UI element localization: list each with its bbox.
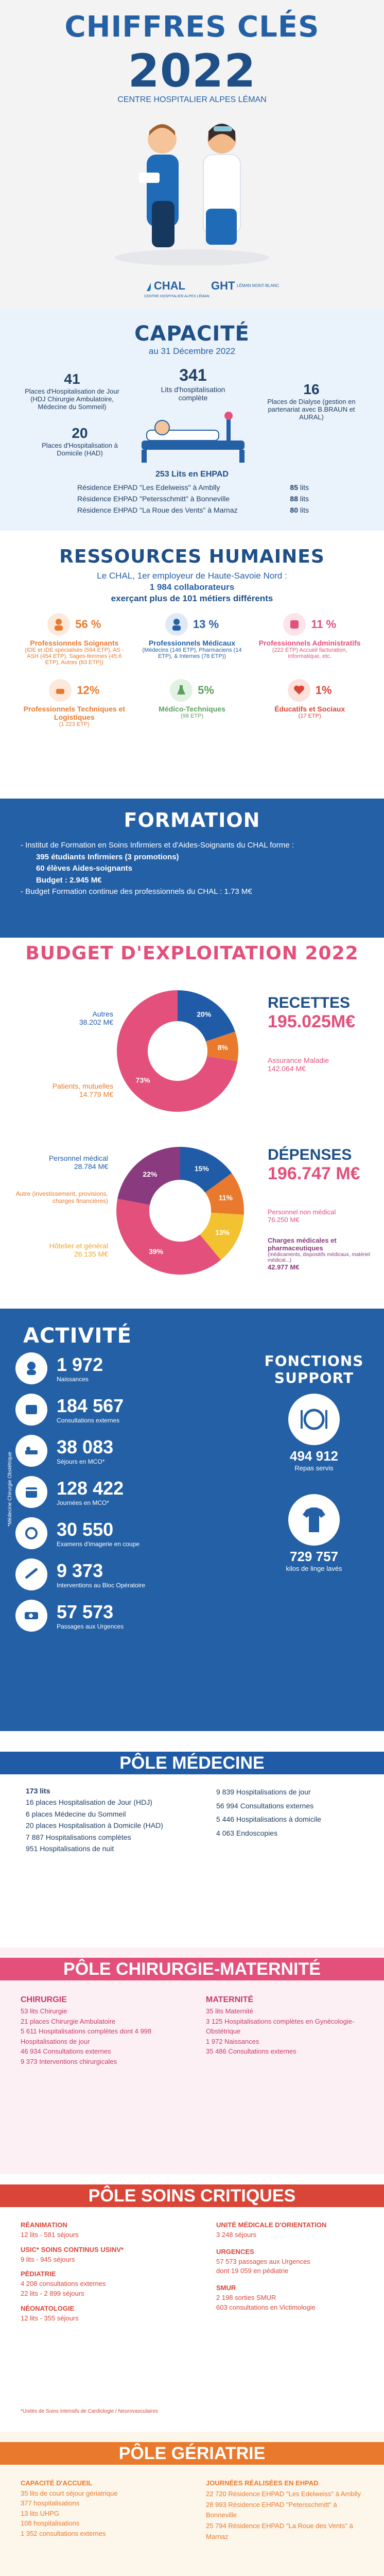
soins-block-line: 3 248 séjours: [216, 2230, 257, 2239]
social-icon: [288, 679, 310, 702]
recettes-autres: [31, 1010, 113, 1026]
formation-section: [0, 799, 384, 938]
hr-item: [256, 613, 363, 666]
soins-block: [216, 2221, 365, 2240]
chal-logo-text: CHAL: [153, 279, 185, 292]
ehpad-list: [77, 483, 309, 514]
geriatrie-right-line: 25 794 Résidence EHPAD "La Roue des Vents" à Marnaz: [206, 2522, 353, 2540]
doctor-icon: [165, 613, 188, 636]
header-section: [0, 0, 384, 309]
hr-item-percent: 56 %: [75, 618, 101, 631]
activity-stat-label: Journées en MCO*: [57, 1499, 110, 1506]
formation-line: - Budget Formation continue des professionnels du CHAL : 1.73 M€: [21, 887, 252, 896]
geriatrie-right-line: 22 720 Résidence EHPAD "Les Edelweiss" à Amblly: [206, 2489, 361, 2498]
hr-item-label: Professionnels Médicaux: [148, 639, 236, 647]
formation-line: 395 étudiants Infirmiers (3 promotions): [36, 852, 179, 861]
activity-title: ACTIVITÉ: [23, 1324, 132, 1348]
depenses-label-box: [268, 1146, 376, 1184]
ehpad-value: 85: [290, 483, 298, 492]
recettes-pie-slice-label: 73%: [135, 1076, 150, 1084]
recettes-slice-label: Assurance Maladie: [268, 1056, 329, 1064]
capacity-section: [0, 309, 384, 531]
title-line1: CHIFFRES CLÉS: [64, 10, 320, 44]
geriatrie-section: [0, 2432, 384, 2576]
bed-illustration: [131, 410, 255, 466]
chirurgie-title-bar: [0, 1958, 384, 1980]
hr-item-detail: (17 ETP): [298, 713, 321, 719]
depenses-personnel-non-medical: [268, 1208, 371, 1224]
activity-stat-value: 9 373: [57, 1560, 103, 1581]
recettes-pie-slice-label: 20%: [197, 1010, 212, 1019]
recettes-patients: [15, 1082, 113, 1098]
chirurgie-right-line: 35 lits Maternité: [206, 2007, 253, 2015]
soins-footnote: *Unités de Soins Intensifs de Cardiologie / Neurovasculaires: [21, 2409, 158, 2414]
soins-section: [0, 2174, 384, 2432]
ehpad-total: 253 Lits en EHPAD: [155, 470, 229, 479]
activity-stat: [15, 1517, 232, 1549]
depenses-pie-slice-label: 39%: [149, 1247, 164, 1256]
hr-title: RESSOURCES HUMAINES: [59, 546, 325, 567]
depenses-hotelier: [15, 1242, 108, 1258]
activity-stat-value: 128 422: [57, 1478, 124, 1499]
geriatrie-title: PÔLE GÉRIATRIE: [118, 2443, 266, 2463]
medecine-left: [26, 1785, 190, 1854]
ehpad-value: 80: [290, 506, 298, 514]
activity-footnote: *Médecine Chirurgie Obstétrique: [7, 1451, 13, 1527]
lab-icon: [170, 679, 193, 702]
soins-block: [216, 2283, 365, 2313]
consultation-icon: [15, 1394, 47, 1426]
activity-section: [0, 1309, 384, 1731]
chal-logo: [144, 276, 185, 296]
capacity-had-value: 20: [72, 425, 88, 441]
soins-block: [21, 2221, 185, 2240]
activity-stat-label: Interventions au Bloc Opératoire: [57, 1582, 146, 1589]
soins-block: [216, 2247, 365, 2277]
medecine-title: PÔLE MÉDECINE: [119, 1753, 265, 1773]
soins-block: [21, 2269, 185, 2299]
subtitle: CENTRE HOSPITALIER ALPES LÉMAN: [117, 95, 267, 104]
hr-item-label: Professionnels Techniques et Logistiques: [23, 705, 125, 721]
capacity-day-label: Places d'Hospitalisation de Jour (HDJ Chirurgie Ambulatoire, Médecine du Sommeil): [25, 387, 119, 411]
depenses-slice-value: 28.784 M€: [74, 1162, 108, 1171]
soins-block-line: 12 lits - 581 séjours: [21, 2230, 79, 2239]
recettes-slice-value: 38.202 M€: [79, 1018, 113, 1026]
medecine-left-line: 951 Hospitalisations de nuit: [26, 1844, 114, 1853]
activity-stat-value: 38 083: [57, 1436, 114, 1458]
medecine-title-bar: [0, 1752, 384, 1774]
budget-section: [0, 938, 384, 1309]
soins-right: [216, 2221, 365, 2313]
chirurgie-title: PÔLE CHIRURGIE-MATERNITÉ: [63, 1959, 321, 1979]
depenses-pie-slice-label: 22%: [143, 1170, 158, 1179]
activity-stat-value: 30 550: [57, 1519, 114, 1540]
nurse-icon: [47, 613, 70, 636]
soins-block-title: SMUR: [216, 2284, 236, 2292]
chal-logo-icon: [144, 278, 151, 294]
depenses-slice-label: Autre (investissement, provisions, charges financières): [15, 1190, 108, 1205]
recettes-slice-value: 142.064 M€: [268, 1064, 306, 1073]
recettes-pie-chart: [111, 984, 245, 1118]
ehpad-row: [77, 483, 309, 492]
geriatrie-left-title: CAPACITÉ D'ACCUEIL: [21, 2479, 93, 2487]
activity-stat-label: Séjours en MCO*: [57, 1458, 105, 1465]
chirurgie-right: [206, 1994, 365, 2057]
soins-block-line: 2 198 sorties SMUR: [216, 2294, 276, 2302]
medecine-left-line: 16 places Hospitalisation de Jour (HDJ): [26, 1798, 152, 1807]
hr-item: [21, 613, 128, 666]
shirt-icon: [288, 1494, 340, 1546]
recettes-value: 195.025M€: [268, 1012, 356, 1031]
activity-stat: [15, 1600, 232, 1632]
geriatrie-left-line: 35 lits de court séjour gériatrique: [21, 2489, 118, 2497]
hr-item-percent: 11 %: [311, 618, 337, 631]
formation-title: FORMATION: [124, 809, 260, 832]
chirurgie-left-line: 53 lits Chirurgie: [21, 2007, 67, 2015]
ehpad-value: 88: [290, 495, 298, 503]
baby-icon: [15, 1352, 47, 1384]
activity-stat-label: Passages aux Urgences: [57, 1623, 124, 1630]
medecine-left-line: 20 places Hospitalisation à Domicile (HAD): [26, 1821, 163, 1830]
depenses-pie-chart: [111, 1141, 250, 1280]
recettes-slice-label: Patients, mutuelles: [52, 1082, 113, 1090]
activity-stat: [15, 1558, 232, 1590]
geriatrie-right-title: JOURNÉES RÉALISÉES EN EHPAD: [206, 2479, 319, 2487]
chirurgie-left-line: 21 places Chirurgie Ambulatoire: [21, 2017, 116, 2025]
capacity-day-value: 41: [64, 371, 80, 387]
formation-line: 60 élèves Aides-soignants: [36, 864, 133, 873]
hr-item-label: Professionnels Soignants: [30, 639, 119, 647]
recettes-label-box: [268, 994, 376, 1032]
ght-logo-text: GHT: [211, 279, 235, 292]
depenses-slice-value: 76.250 M€: [268, 1216, 300, 1224]
capacity-had: [36, 425, 124, 457]
chirurgie-right-line: 1 972 Naissances: [206, 2037, 259, 2045]
soins-title-bar: [0, 2184, 384, 2207]
title-year: 2022: [128, 44, 256, 97]
depenses-slice-detail: (médicaments, dispositifs médicaux, matériel médical...): [268, 1252, 370, 1263]
hr-item-detail: (IDE et IDE spécialisés (594 ETP), AS - ASH (454 ETP), Sages-femmes (45.6 ETP), Autres (83 ETP)): [25, 647, 124, 666]
technician-icon: [49, 679, 72, 702]
recettes-assurance: [268, 1056, 365, 1073]
staff-illustration: [100, 111, 284, 265]
ehpad-row: [77, 495, 309, 503]
soins-block-title: PÉDIATRIE: [21, 2270, 56, 2278]
medecine-right-line: 9 839 Hospitalisations de jour: [216, 1788, 311, 1796]
soins-block-line: 57 573 passages aux Urgences: [216, 2257, 310, 2265]
soins-block-line: 12 lits - 355 séjours: [21, 2314, 79, 2322]
geriatrie-left-line: 377 hospitalisations: [21, 2499, 80, 2507]
medecine-section: [0, 1731, 384, 1947]
soins-block-title: RÉANIMATION: [21, 2221, 67, 2229]
hr-item-detail: (222 ETP) Accueil facturation, informatique, etc.: [272, 647, 347, 659]
activity-stat: [15, 1394, 232, 1426]
depenses-autre: [10, 1190, 108, 1205]
capacity-dialysis-label: Places de Dialyse (gestion en partenariat avec B.BRAUN et AURAL): [267, 398, 356, 421]
activity-stat-label: Naissances: [57, 1376, 89, 1383]
soins-block-line: dont 19 059 en pédiatrie: [216, 2267, 289, 2275]
admin-icon: [283, 613, 306, 636]
medecine-right-line: 5 446 Hospitalisations à domicile: [216, 1815, 321, 1824]
capacity-total-label: Lits d'hospitalisation complète: [161, 385, 225, 402]
support-stat-laundry: [275, 1494, 353, 1572]
hr-item: [256, 679, 363, 727]
support-stat-value: 494 912: [290, 1448, 338, 1464]
hr-line2: 1 984 collaborateurs: [149, 582, 235, 592]
support-stat-value: 729 757: [290, 1549, 338, 1564]
depenses-slice-label: Personnel non médical: [268, 1208, 336, 1216]
soins-block-line: 603 consultations en Victimologie: [216, 2303, 316, 2311]
depenses-pie-slice-label: 15%: [194, 1164, 209, 1173]
hr-grid-inner: [21, 613, 363, 727]
depenses-slice-label: Hôtelier et général: [49, 1242, 108, 1250]
geriatrie-left: [21, 2478, 185, 2538]
geriatrie-title-bar: [0, 2442, 384, 2465]
depenses-slice-label: Personnel médical: [48, 1154, 108, 1162]
hr-item: [138, 613, 246, 666]
plate-icon: [288, 1394, 340, 1445]
geriatrie-left-line: 1 352 consultations externes: [21, 2529, 106, 2537]
capacity-day: [21, 371, 124, 411]
ehpad-row: [77, 506, 309, 514]
depenses-charges: [268, 1236, 376, 1271]
calendar-icon: [15, 1476, 47, 1508]
hr-item-percent: 1%: [315, 684, 332, 697]
hr-line1: Le CHAL, 1er employeur de Haute-Savoie Nord :: [97, 571, 287, 581]
capacity-subtitle: au 31 Décembre 2022: [148, 346, 236, 356]
chirurgie-left-line: 5 611 Hospitalisations complètes dont 4 998 Hospitalisations de jour: [21, 2027, 152, 2045]
capacity-dialysis-value: 16: [303, 381, 320, 397]
hr-item-percent: 5%: [198, 684, 214, 697]
soins-block: [21, 2304, 185, 2324]
soins-block-title: URGENCES: [216, 2247, 254, 2256]
support-title: FONCTIONS SUPPORT: [264, 1352, 364, 1386]
budget-title: BUDGET D'EXPLOITATION 2022: [25, 943, 359, 964]
depenses-pie-slice-label: 13%: [215, 1228, 230, 1236]
ehpad-unit: lits: [300, 495, 309, 503]
activity-stat: [15, 1435, 232, 1467]
hr-item-detail: (98 ETP): [180, 713, 203, 719]
ehpad-name: Résidence EHPAD "Petersschmitt" à Bonneville: [77, 495, 230, 503]
soins-block-line: 22 lits - 2 899 séjours: [21, 2290, 84, 2298]
formation-lines: [21, 840, 363, 898]
activity-stat: [15, 1352, 232, 1384]
geriatrie-left-line: 108 hospitalisations: [21, 2519, 80, 2527]
medecine-left-line: 7 887 Hospitalisations complètes: [26, 1833, 131, 1841]
capacity-total-value: 341: [179, 366, 207, 384]
depenses-slice-value: 26.135 M€: [74, 1250, 108, 1258]
recettes-slice-label: Autres: [92, 1010, 113, 1018]
recettes-slice-value: 14.779 M€: [79, 1090, 113, 1098]
ehpad-unit: lits: [300, 483, 309, 492]
activity-left-stats: [15, 1352, 232, 1632]
soins-title: PÔLE SOINS CRITIQUES: [88, 2185, 296, 2206]
depenses-slice-value: 42.977 M€: [268, 1263, 300, 1271]
chirurgie-right-title: MATERNITÉ: [206, 1995, 254, 2004]
surgery-icon: [15, 1558, 47, 1590]
hr-item-label: Professionnels Administratifs: [258, 639, 361, 647]
hr-item-percent: 12%: [77, 684, 100, 697]
depenses-personnel-medical: [15, 1154, 108, 1171]
soins-block-title: UNITÉ MÉDICALE D'ORIENTATION: [216, 2221, 327, 2229]
chirurgie-left-line: 9 373 Interventions chirurgicales: [21, 2057, 117, 2065]
depenses-pie-slice-label: 11%: [218, 1193, 233, 1202]
chirurgie-section: [0, 1947, 384, 2174]
ambulance-icon: [15, 1600, 47, 1632]
recettes-pie-slice-label: 8%: [217, 1043, 228, 1052]
hr-item: [138, 679, 246, 727]
chirurgie-right-line: 3 125 Hospitalisations complètes en Gynécologie-Obstétrique: [206, 2017, 355, 2035]
depenses-label: DÉPENSES: [268, 1146, 352, 1163]
chirurgie-left: [21, 1994, 185, 2066]
ehpad-unit: lits: [300, 506, 309, 514]
hr-grid: [21, 613, 363, 727]
medecine-left-line: 6 places Médecine du Sommeil: [26, 1809, 126, 1818]
medecine-right-line: 56 994 Consultations externes: [216, 1801, 314, 1810]
hr-section: [0, 531, 384, 799]
activity-stat-value: 184 567: [57, 1395, 124, 1416]
chirurgie-right-line: 35 486 Consultations externes: [206, 2047, 296, 2055]
formation-line: - Institut de Formation en Soins Infirmiers et d'Aides-Soignants du CHAL forme :: [21, 841, 294, 850]
support-stat-label: kilos de linge lavés: [286, 1565, 342, 1572]
ght-logo-subtext: LÉMAN MONT-BLANC: [237, 283, 280, 288]
activity-stat-label: Consultations externes: [57, 1417, 120, 1424]
scanner-icon: [15, 1517, 47, 1549]
medecine-right-line: 4 063 Endoscopies: [216, 1828, 278, 1837]
support-stat-meals: [275, 1394, 353, 1472]
formation-line: Budget : 2.945 M€: [36, 875, 102, 885]
recettes-label: RECETTES: [268, 994, 351, 1011]
hr-item-percent: 13 %: [193, 618, 219, 631]
hr-item: [21, 679, 128, 727]
soins-block-title: NÉONATOLOGIE: [21, 2304, 75, 2312]
ehpad-name: Résidence EHPAD "Les Edelweiss" à Amblly: [77, 483, 220, 492]
depenses-value: 196.747 M€: [268, 1164, 360, 1183]
chal-logo-subtext: CENTRE HOSPITALIER ALPES LÉMAN: [144, 295, 210, 298]
capacity-had-label: Places d'Hospitalisation à Domicile (HAD): [42, 442, 118, 457]
soins-left: [21, 2221, 185, 2324]
soins-block-title: USIC* SOINS CONTINUS USINV*: [21, 2245, 124, 2253]
activity-stat-value: 1 972: [57, 1354, 103, 1375]
hr-item-detail: (Médecins (146 ETP), Pharmaciens (14 ETP), & Internes (78 ETP)): [142, 647, 242, 659]
activity-stat-label: Examens d'imagerie en coupe: [57, 1540, 140, 1548]
hospital-bed-icon: [15, 1435, 47, 1467]
geriatrie-right: [206, 2478, 365, 2543]
soins-block: [21, 2245, 185, 2265]
geriatrie-right-line: 28 993 Résidence EHPAD "Petersschmitt" à Bonneville: [206, 2500, 337, 2519]
hr-item-detail: (1 223 ETP): [59, 721, 90, 727]
activity-stat: [15, 1476, 232, 1508]
activity-stat-value: 57 573: [57, 1601, 114, 1622]
soins-block-line: 4 208 consultations externes: [21, 2280, 106, 2288]
hr-line3: exerçant plus de 101 métiers différents: [111, 594, 273, 603]
soins-block-line: 9 lits - 945 séjours: [21, 2255, 75, 2263]
medecine-right: [216, 1785, 365, 1840]
ehpad-name: Résidence EHPAD "La Roue des Vents" à Marnaz: [77, 506, 238, 514]
capacity-dialysis: [257, 381, 365, 421]
hr-item-label: Médico-Techniques: [159, 705, 225, 713]
chirurgie-left-title: CHIRURGIE: [21, 1995, 67, 2004]
medecine-beds: 173 lits: [26, 1787, 50, 1795]
hr-item-label: Éducatifs et Sociaux: [274, 705, 345, 713]
chirurgie-left-line: 46 934 Consultations externes: [21, 2047, 111, 2055]
capacity-title: CAPACITÉ: [134, 322, 250, 346]
geriatrie-left-line: 13 lits UHPG: [21, 2509, 60, 2517]
depenses-slice-label: Charges médicales et pharmaceutiques: [268, 1236, 337, 1252]
support-stat-label: Repas servis: [294, 1464, 334, 1472]
